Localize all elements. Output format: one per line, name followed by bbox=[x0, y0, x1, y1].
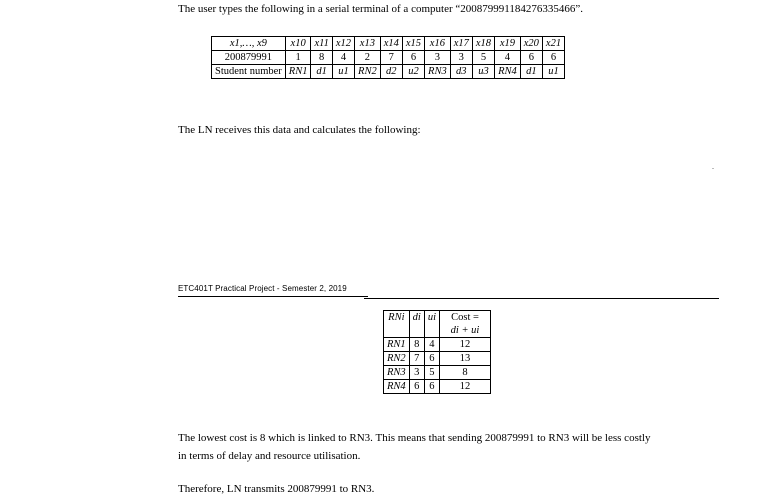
table-header-cell: ui bbox=[424, 311, 439, 338]
table-cell: 200879991 bbox=[212, 51, 286, 65]
table-cell: 8 bbox=[409, 338, 424, 352]
table-cell: 12 bbox=[440, 338, 491, 352]
table-row bbox=[212, 37, 565, 51]
table-row bbox=[384, 311, 491, 325]
table-cell: 4 bbox=[424, 338, 439, 352]
ln-receives-paragraph: The LN receives this data and calculates the following: bbox=[178, 124, 421, 136]
table-row bbox=[384, 366, 491, 380]
table-cell: 2 bbox=[355, 51, 381, 65]
table-cell: d3 bbox=[450, 65, 472, 79]
input-data-table bbox=[211, 36, 565, 79]
table-header-cell: Cost = bbox=[440, 311, 491, 325]
table-cell: x21 bbox=[542, 37, 564, 51]
table-cell: u2 bbox=[402, 65, 424, 79]
table-cell: 6 bbox=[542, 51, 564, 65]
table-cell: 3 bbox=[425, 51, 451, 65]
table-cell: d1 bbox=[311, 65, 332, 79]
table-cell: 6 bbox=[520, 51, 542, 65]
table-cell: x14 bbox=[380, 37, 402, 51]
table-cell: x10 bbox=[285, 37, 311, 51]
table-cell: u3 bbox=[472, 65, 494, 79]
table-cell: 7 bbox=[409, 352, 424, 366]
table-cell: x16 bbox=[425, 37, 451, 51]
table-cell: x15 bbox=[402, 37, 424, 51]
conclusion-line-2: in terms of delay and resource utilisation. bbox=[178, 450, 361, 462]
table-cell: RN1 bbox=[384, 338, 410, 352]
table-cell: RN1 bbox=[285, 65, 311, 79]
table-cell: x18 bbox=[472, 37, 494, 51]
table-row bbox=[212, 65, 565, 79]
footer-rule bbox=[178, 296, 368, 297]
table-cell: 4 bbox=[332, 51, 354, 65]
page-footer: ETC401T Practical Project - Semester 2, 2019 bbox=[178, 284, 347, 293]
table-cell: u1 bbox=[542, 65, 564, 79]
table-cell: 6 bbox=[409, 380, 424, 394]
table-cell: x1,…, x9 bbox=[212, 37, 286, 51]
page-separator-rule bbox=[364, 298, 719, 299]
table-cell: 6 bbox=[402, 51, 424, 65]
table-row bbox=[384, 380, 491, 394]
table-cell: 13 bbox=[440, 352, 491, 366]
table-cell: u1 bbox=[332, 65, 354, 79]
table-cell: x12 bbox=[332, 37, 354, 51]
table-cell: 8 bbox=[440, 366, 491, 380]
table-cell: 3 bbox=[409, 366, 424, 380]
table-cell: RN4 bbox=[495, 65, 521, 79]
table-cell: 6 bbox=[424, 352, 439, 366]
scan-speck bbox=[712, 168, 714, 169]
table-cell: 5 bbox=[472, 51, 494, 65]
table-cell: RN3 bbox=[384, 366, 410, 380]
table-cell: 8 bbox=[311, 51, 332, 65]
cost-table bbox=[383, 310, 491, 394]
table-cell: Student number bbox=[212, 65, 286, 79]
conclusion-line-1: The lowest cost is 8 which is linked to RN3. This means that sending 200879991 to RN3 will be less costly bbox=[178, 432, 651, 444]
table-cell: 12 bbox=[440, 380, 491, 394]
table-cell: x19 bbox=[495, 37, 521, 51]
table-cell: RN4 bbox=[384, 380, 410, 394]
table-cell: d2 bbox=[380, 65, 402, 79]
table-header-cell: di + ui bbox=[440, 324, 491, 338]
table-cell: RN3 bbox=[425, 65, 451, 79]
intro-paragraph: The user types the following in a serial terminal of a computer “200879991184276335466”. bbox=[178, 3, 583, 15]
table-row bbox=[212, 51, 565, 65]
table-row bbox=[384, 338, 491, 352]
table-cell: 5 bbox=[424, 366, 439, 380]
table-cell: x17 bbox=[450, 37, 472, 51]
table-cell: x13 bbox=[355, 37, 381, 51]
table-cell: x11 bbox=[311, 37, 332, 51]
table-cell: 6 bbox=[424, 380, 439, 394]
table-cell: RN2 bbox=[355, 65, 381, 79]
table-cell: d1 bbox=[520, 65, 542, 79]
table-header-cell: RNi bbox=[384, 311, 410, 338]
table-cell: 1 bbox=[285, 51, 311, 65]
table-cell: 3 bbox=[450, 51, 472, 65]
table-cell: RN2 bbox=[384, 352, 410, 366]
table-header-cell: di bbox=[409, 311, 424, 338]
table-cell: 7 bbox=[380, 51, 402, 65]
table-cell: x20 bbox=[520, 37, 542, 51]
final-statement: Therefore, LN transmits 200879991 to RN3. bbox=[178, 483, 375, 495]
table-row bbox=[384, 352, 491, 366]
table-cell: 4 bbox=[495, 51, 521, 65]
